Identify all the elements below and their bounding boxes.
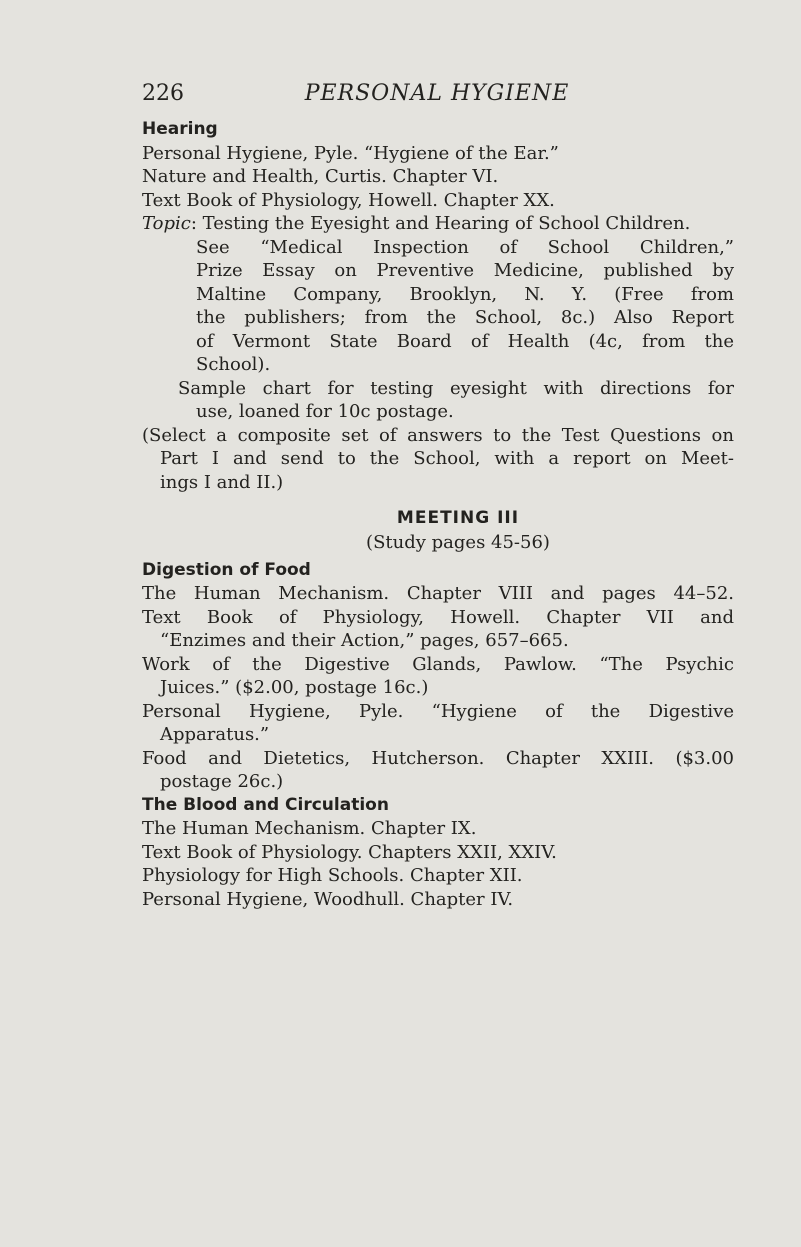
select-line-1: (Select a composite set of answers to the Test Questions on: [142, 424, 734, 446]
digestion-ref-4: Work of the Digestive Glands, Pawlow. “The Psychic: [142, 653, 734, 675]
digestion-ref-2: Text Book of Physiology, Howell. Chapter VII and: [142, 606, 734, 628]
topic-cont-1: See “Medical Inspection of School Children,”: [196, 236, 734, 258]
digestion-ref-1: The Human Mechanism. Chapter VIII and pages 44–52.: [142, 583, 734, 604]
topic-cont-4: the publishers; from the School, 8c.) Also Report: [196, 307, 734, 328]
topic-cont-5: of Vermont State Board of Health (4c, from the: [196, 330, 734, 352]
page-number: 226: [142, 81, 184, 106]
running-title: PERSONAL HYGIENE: [304, 81, 570, 106]
blood-ref-4: Personal Hygiene, Woodhull. Chapter IV.: [142, 888, 514, 910]
blood-ref-1: The Human Mechanism. Chapter IX.: [142, 818, 477, 839]
blood-heading: The Blood and Circulation: [142, 794, 389, 815]
topic-line: [142, 212, 734, 236]
sample-line-1: Sample chart for testing eyesight with directions for: [178, 377, 734, 399]
digestion-ref-9: postage 26c.): [160, 771, 284, 792]
sample-line-2: use, loaned for 10c postage.: [196, 401, 454, 422]
digestion-ref-8: Food and Dietetics, Hutcherson. Chapter XXIII. ($3.00: [142, 747, 734, 769]
digestion-ref-7: Apparatus.”: [160, 724, 270, 745]
topic-cont-2: Prize Essay on Preventive Medicine, published by: [196, 260, 734, 281]
select-line-2: Part I and send to the School, with a report on Meet-: [160, 448, 734, 469]
digestion-heading: Digestion of Food: [142, 559, 311, 580]
page-body: [142, 118, 734, 911]
topic-label: Topic: [142, 213, 191, 234]
topic-cont-6: School).: [196, 354, 271, 375]
digestion-ref-3: “Enzimes and their Action,” pages, 657–665.: [160, 630, 569, 651]
select-line-3: ings I and II.): [160, 471, 284, 493]
topic-text: : Testing the Eyesight and Hearing of School Children.: [190, 213, 691, 234]
hearing-ref-1: Personal Hygiene, Pyle. “Hygiene of the Ear.”: [142, 142, 559, 164]
hearing-ref-2: Nature and Health, Curtis. Chapter VI.: [142, 166, 499, 187]
blood-ref-2: Text Book of Physiology. Chapters XXII, XXIV.: [142, 841, 557, 863]
blood-ref-3: Physiology for High Schools. Chapter XII.: [142, 865, 523, 886]
meeting-study-pages: (Study pages 45-56): [366, 532, 550, 553]
meeting-title: MEETING III: [396, 508, 520, 528]
digestion-ref-6: Personal Hygiene, Pyle. “Hygiene of the Digestive: [142, 700, 734, 722]
digestion-ref-5: Juices.” ($2.00, postage 16c.): [160, 677, 429, 698]
topic-cont-3: Maltine Company, Brooklyn, N. Y. (Free from: [196, 283, 734, 305]
hearing-heading: Hearing: [142, 119, 218, 139]
hearing-ref-3: Text Book of Physiology, Howell. Chapter XX.: [142, 189, 555, 211]
